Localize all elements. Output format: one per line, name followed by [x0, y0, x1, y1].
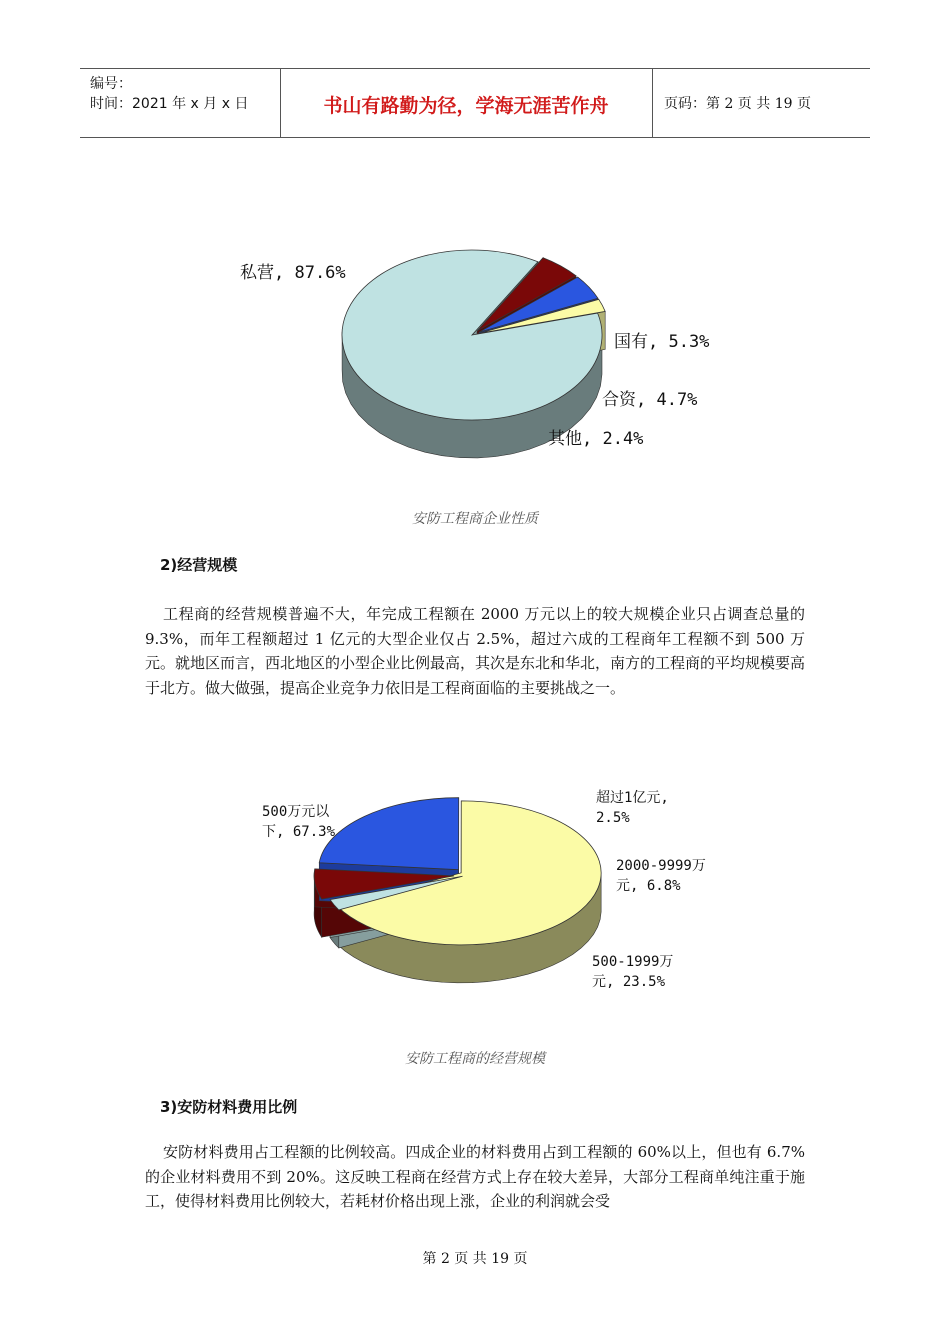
pie-slice-label: 合资, 4.7%: [602, 390, 698, 410]
header-left-cell: [80, 69, 281, 137]
business-scale-pie-chart: [240, 780, 740, 1000]
pie-slice-label: 2.5%: [596, 810, 630, 826]
pie-slice-label: 下, 67.3%: [262, 824, 336, 840]
section-3-paragraph: 安防材料费用占工程额的比例较高。四成企业的材料费用占到工程额的 60%以上，但也有 6.7%的企业材料费用不到 20%。这反映工程商在经营方式上存在较大差异，大部分工程商单纯注重于施工，使得材料费用比例较大，若耗材价格出现上涨，企业的利润就会受: [145, 1143, 805, 1210]
pie-slice-label: 元, 6.8%: [616, 878, 681, 894]
header-right-cell: [652, 69, 870, 137]
header-middle-cell: [280, 69, 653, 137]
date-label: 时间：2021 年 x 月 x 日: [90, 96, 249, 112]
pie1-slices: [342, 250, 605, 458]
pie-slice-label: 国有, 5.3%: [614, 332, 710, 352]
chart2-caption: 安防工程商的经营规模: [405, 1051, 545, 1067]
pie-slice-label: 2000-9999万: [616, 858, 706, 874]
enterprise-nature-pie-chart: [200, 230, 760, 460]
section-2-paragraph: 工程商的经营规模普遍不大，年完成工程额在 2000 万元以上的较大规模企业只占调查总量的 9.3%，而年工程额超过 1 亿元的大型企业仅占 2.5%，超过六成的工程商年工程额不到 500 万元。就地区而言，西北地区的小型企业比例最高，其次是东北和华北，南方的工程商的平均规模要高于北方。做大做强，提高企业竞争力依旧是工程商面临的主要挑战之一。: [145, 605, 806, 697]
pie-slice-label: 私营, 87.6%: [240, 263, 346, 283]
pie-slice-label: 超过1亿元,: [596, 790, 669, 806]
pie-slice-top: [319, 798, 458, 870]
pie-slice-label: 其他, 2.4%: [548, 429, 644, 449]
pie-slice-label: 500万元以: [262, 804, 330, 820]
header-page-info: 页码：第 2 页 共 19 页: [664, 96, 811, 112]
page-header: [80, 68, 870, 138]
header-motto: 书山有路勤为径，学海无涯苦作舟: [323, 95, 609, 117]
page-footer: 第 2 页 共 19 页: [422, 1251, 528, 1267]
pie-slice-label: 500-1999万: [592, 954, 674, 970]
chart1-caption: 安防工程商企业性质: [412, 511, 538, 527]
pie-slice-label: 元, 23.5%: [592, 974, 666, 990]
pie2-slices: [314, 798, 601, 983]
section-3-heading: 3)安防材料费用比例: [160, 1098, 298, 1116]
serial-label: 编号：: [90, 76, 132, 92]
section-2-heading: 2)经营规模: [160, 556, 238, 574]
